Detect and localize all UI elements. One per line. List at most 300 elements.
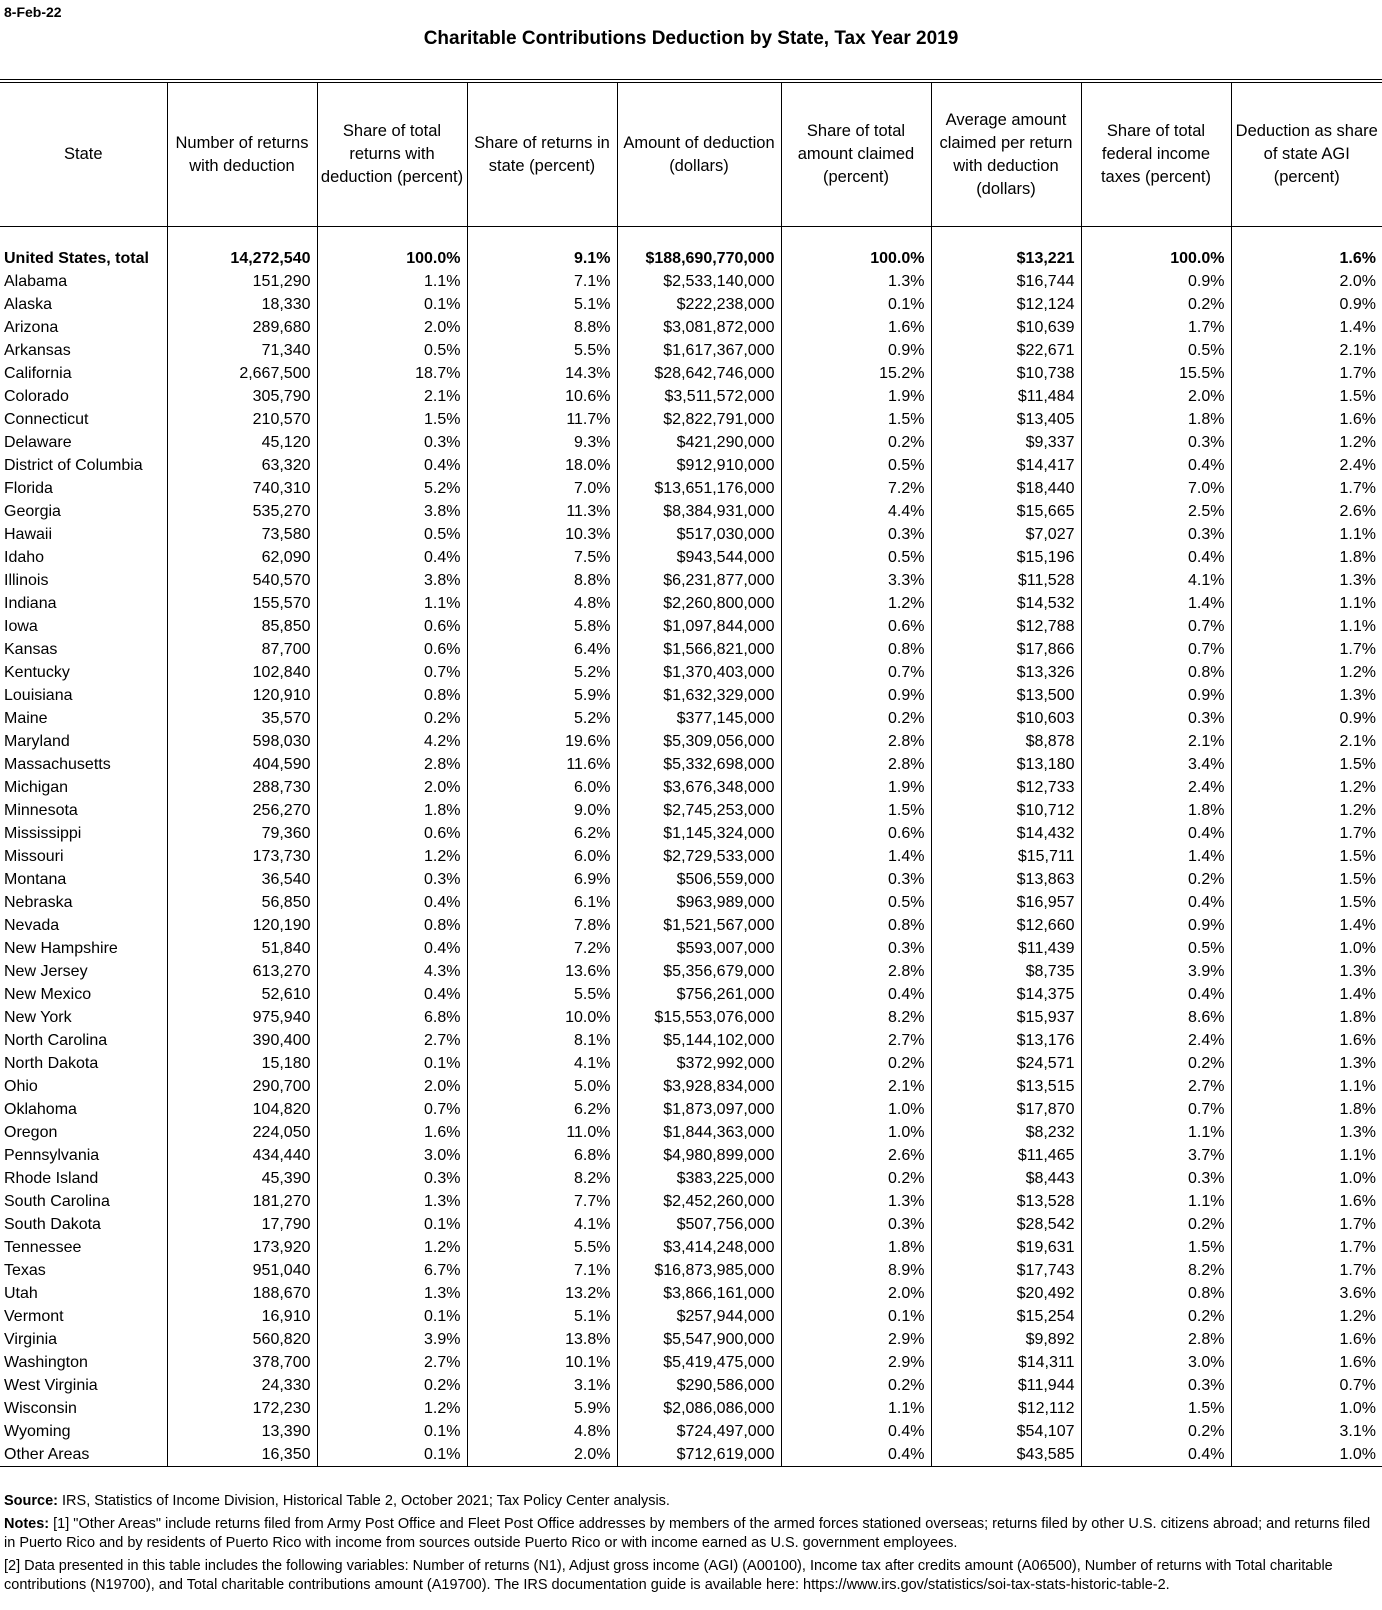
cell-share-agi: 1.2% — [1231, 661, 1382, 684]
table-row — [0, 822, 1382, 845]
cell-share-agi: 1.8% — [1231, 1006, 1382, 1029]
cell-share-taxes: 0.4% — [1081, 983, 1231, 1006]
cell-share-taxes: 0.4% — [1081, 891, 1231, 914]
table-row — [0, 592, 1382, 615]
cell-average: $43,585 — [931, 1443, 1081, 1467]
cell-share-returns: 0.5% — [317, 339, 467, 362]
table-row — [0, 615, 1382, 638]
cell-share-taxes: 0.8% — [1081, 1282, 1231, 1305]
cell-share-amount: 0.9% — [781, 684, 931, 707]
cell-amount: $3,866,161,000 — [617, 1282, 781, 1305]
cell-share-agi: 1.1% — [1231, 615, 1382, 638]
cell-share-amount: 2.9% — [781, 1328, 931, 1351]
cell-amount: $372,992,000 — [617, 1052, 781, 1075]
cell-share-amount: 0.3% — [781, 937, 931, 960]
cell-returns: 535,270 — [167, 500, 317, 523]
cell-share-agi: 1.1% — [1231, 523, 1382, 546]
cell-returns: 52,610 — [167, 983, 317, 1006]
cell-share-in-state: 8.1% — [467, 1029, 617, 1052]
cell-share-taxes: 0.2% — [1081, 1305, 1231, 1328]
cell-average: $11,528 — [931, 569, 1081, 592]
cell-share-returns: 4.3% — [317, 960, 467, 983]
cell-share-taxes: 2.0% — [1081, 385, 1231, 408]
table-row — [0, 845, 1382, 868]
cell-share-agi: 3.1% — [1231, 1420, 1382, 1443]
cell-returns: 975,940 — [167, 1006, 317, 1029]
table-row — [0, 960, 1382, 983]
cell-share-amount: 8.2% — [781, 1006, 931, 1029]
table-row — [0, 730, 1382, 753]
cell-state: Minnesota — [4, 801, 78, 819]
cell-share-in-state: 13.8% — [467, 1328, 617, 1351]
cell-share-in-state: 9.3% — [467, 431, 617, 454]
header-row — [0, 81, 1382, 227]
col-header-share-agi: Deduction as share of state AGI (percent) — [1231, 81, 1382, 227]
cell-amount: $5,547,900,000 — [617, 1328, 781, 1351]
cell-share-in-state: 6.1% — [467, 891, 617, 914]
cell-state: Missouri — [4, 847, 64, 865]
cell-returns: 14,272,540 — [167, 247, 317, 270]
table-row — [0, 270, 1382, 293]
cell-amount: $2,729,533,000 — [617, 845, 781, 868]
cell-share-amount: 1.6% — [781, 316, 931, 339]
table-row — [0, 1443, 1382, 1467]
table-row — [0, 362, 1382, 385]
table-row — [0, 753, 1382, 776]
cell-amount: $5,419,475,000 — [617, 1351, 781, 1374]
table-row — [0, 1075, 1382, 1098]
cell-average: $17,866 — [931, 638, 1081, 661]
col-header-share-amount: Share of total amount claimed (percent) — [781, 81, 931, 227]
cell-share-taxes: 0.4% — [1081, 546, 1231, 569]
cell-state: United States, total — [4, 249, 149, 267]
cell-average: $9,337 — [931, 431, 1081, 454]
footer-notes — [4, 1492, 1374, 1599]
cell-average: $11,439 — [931, 937, 1081, 960]
cell-share-returns: 1.1% — [317, 592, 467, 615]
cell-state: South Carolina — [4, 1192, 110, 1210]
cell-average: $13,221 — [931, 247, 1081, 270]
cell-amount: $943,544,000 — [617, 546, 781, 569]
cell-returns: 951,040 — [167, 1259, 317, 1282]
cell-state: West Virginia — [4, 1376, 98, 1394]
col-header-state: State — [0, 81, 167, 227]
cell-average: $7,027 — [931, 523, 1081, 546]
cell-returns: 540,570 — [167, 569, 317, 592]
table-row — [0, 1420, 1382, 1443]
table-row — [0, 408, 1382, 431]
cell-average: $15,254 — [931, 1305, 1081, 1328]
cell-average: $10,712 — [931, 799, 1081, 822]
cell-share-amount: 3.3% — [781, 569, 931, 592]
cell-share-agi: 1.4% — [1231, 983, 1382, 1006]
cell-returns: 256,270 — [167, 799, 317, 822]
cell-share-taxes: 100.0% — [1081, 247, 1231, 270]
cell-share-amount: 1.3% — [781, 270, 931, 293]
cell-share-amount: 4.4% — [781, 500, 931, 523]
cell-amount: $5,356,679,000 — [617, 960, 781, 983]
cell-share-agi: 1.6% — [1231, 1328, 1382, 1351]
cell-share-taxes: 0.2% — [1081, 1420, 1231, 1443]
cell-share-in-state: 6.4% — [467, 638, 617, 661]
cell-share-returns: 3.9% — [317, 1328, 467, 1351]
cell-state: Arizona — [4, 318, 59, 336]
cell-share-returns: 4.2% — [317, 730, 467, 753]
cell-state: Louisiana — [4, 686, 73, 704]
cell-average: $10,603 — [931, 707, 1081, 730]
cell-amount: $724,497,000 — [617, 1420, 781, 1443]
cell-share-in-state: 2.0% — [467, 1443, 617, 1467]
cell-amount: $712,619,000 — [617, 1443, 781, 1467]
cell-average: $10,738 — [931, 362, 1081, 385]
cell-share-returns: 2.7% — [317, 1351, 467, 1374]
cell-share-agi: 2.0% — [1231, 270, 1382, 293]
cell-average: $20,492 — [931, 1282, 1081, 1305]
cell-share-amount: 0.5% — [781, 891, 931, 914]
cell-share-returns: 0.2% — [317, 707, 467, 730]
cell-amount: $1,097,844,000 — [617, 615, 781, 638]
cell-share-returns: 100.0% — [317, 247, 467, 270]
cell-state: New Jersey — [4, 962, 88, 980]
cell-share-returns: 2.1% — [317, 385, 467, 408]
cell-amount: $377,145,000 — [617, 707, 781, 730]
cell-share-agi: 1.4% — [1231, 914, 1382, 937]
cell-share-in-state: 4.8% — [467, 592, 617, 615]
cell-share-returns: 2.0% — [317, 776, 467, 799]
cell-state: Maryland — [4, 732, 70, 750]
cell-share-taxes: 1.4% — [1081, 592, 1231, 615]
cell-share-taxes: 0.3% — [1081, 523, 1231, 546]
table-row — [0, 546, 1382, 569]
table-row — [0, 454, 1382, 477]
cell-share-amount: 0.1% — [781, 1305, 931, 1328]
cell-share-amount: 0.2% — [781, 1052, 931, 1075]
cell-share-in-state: 5.5% — [467, 339, 617, 362]
cell-average: $8,878 — [931, 730, 1081, 753]
cell-share-agi: 2.4% — [1231, 454, 1382, 477]
cell-share-amount: 0.2% — [781, 707, 931, 730]
cell-returns: 71,340 — [167, 339, 317, 362]
cell-amount: $506,559,000 — [617, 868, 781, 891]
cell-share-taxes: 1.8% — [1081, 408, 1231, 431]
col-header-share-taxes: Share of total federal income taxes (percent) — [1081, 81, 1231, 227]
cell-share-returns: 0.7% — [317, 1098, 467, 1121]
cell-share-in-state: 7.8% — [467, 914, 617, 937]
col-header-share-returns: Share of total returns with deduction (percent) — [317, 81, 467, 227]
cell-share-agi: 1.2% — [1231, 799, 1382, 822]
cell-returns: 155,570 — [167, 592, 317, 615]
cell-share-in-state: 8.8% — [467, 569, 617, 592]
cell-share-agi: 1.7% — [1231, 822, 1382, 845]
cell-share-agi: 1.1% — [1231, 592, 1382, 615]
cell-amount: $2,745,253,000 — [617, 799, 781, 822]
source-note — [4, 1492, 1374, 1511]
cell-average: $13,528 — [931, 1190, 1081, 1213]
cell-share-returns: 6.8% — [317, 1006, 467, 1029]
cell-share-in-state: 9.0% — [467, 799, 617, 822]
cell-share-taxes: 2.1% — [1081, 730, 1231, 753]
cell-share-taxes: 3.4% — [1081, 753, 1231, 776]
cell-state: New Hampshire — [4, 939, 118, 957]
cell-returns: 288,730 — [167, 776, 317, 799]
cell-share-amount: 0.3% — [781, 523, 931, 546]
cell-state: Oregon — [4, 1123, 58, 1141]
cell-average: $8,443 — [931, 1167, 1081, 1190]
table-row — [0, 500, 1382, 523]
cell-share-returns: 1.6% — [317, 1121, 467, 1144]
cell-share-returns: 0.3% — [317, 431, 467, 454]
cell-returns: 151,290 — [167, 270, 317, 293]
table-row — [0, 1374, 1382, 1397]
cell-returns: 45,390 — [167, 1167, 317, 1190]
cell-share-taxes: 2.7% — [1081, 1075, 1231, 1098]
cell-share-amount: 2.8% — [781, 960, 931, 983]
cell-amount: $1,370,403,000 — [617, 661, 781, 684]
cell-share-amount: 2.6% — [781, 1144, 931, 1167]
deduction-table — [0, 79, 1382, 1467]
note-2-text: [2] Data presented in this table includes the following variables: Number of returns (N1), Adjust gross income (AGI) (A00100), Income tax after credits amount (A06500), Number of returns with Total charitable contributions (N19700), and Total charitable contributions amount (A19700). The IRS documentation guide is available here: https://www.irs.gov/statistics/soi-tax-stats-historic-table-2. — [4, 1558, 1333, 1593]
cell-amount: $3,928,834,000 — [617, 1075, 781, 1098]
cell-amount: $421,290,000 — [617, 431, 781, 454]
cell-share-taxes: 8.6% — [1081, 1006, 1231, 1029]
table-row — [0, 891, 1382, 914]
cell-share-in-state: 19.6% — [467, 730, 617, 753]
cell-share-taxes: 2.8% — [1081, 1328, 1231, 1351]
cell-state: Florida — [4, 479, 53, 497]
cell-share-in-state: 10.1% — [467, 1351, 617, 1374]
cell-state: Wisconsin — [4, 1399, 77, 1417]
cell-share-taxes: 1.1% — [1081, 1121, 1231, 1144]
cell-share-returns: 1.8% — [317, 799, 467, 822]
cell-average: $12,112 — [931, 1397, 1081, 1420]
cell-share-agi: 1.5% — [1231, 845, 1382, 868]
cell-returns: 35,570 — [167, 707, 317, 730]
cell-returns: 2,667,500 — [167, 362, 317, 385]
cell-average: $19,631 — [931, 1236, 1081, 1259]
cell-share-agi: 1.6% — [1231, 408, 1382, 431]
cell-state: Pennsylvania — [4, 1146, 100, 1164]
cell-share-agi: 1.5% — [1231, 385, 1382, 408]
cell-share-taxes: 1.5% — [1081, 1236, 1231, 1259]
cell-amount: $1,145,324,000 — [617, 822, 781, 845]
cell-share-in-state: 5.0% — [467, 1075, 617, 1098]
cell-share-taxes: 1.7% — [1081, 316, 1231, 339]
cell-share-amount: 15.2% — [781, 362, 931, 385]
cell-share-amount: 100.0% — [781, 247, 931, 270]
cell-share-taxes: 2.4% — [1081, 1029, 1231, 1052]
cell-state: Nebraska — [4, 893, 73, 911]
cell-returns: 79,360 — [167, 822, 317, 845]
cell-returns: 290,700 — [167, 1075, 317, 1098]
cell-amount: $2,533,140,000 — [617, 270, 781, 293]
cell-share-agi: 0.7% — [1231, 1374, 1382, 1397]
cell-share-taxes: 0.2% — [1081, 868, 1231, 891]
cell-share-amount: 0.2% — [781, 1374, 931, 1397]
table-row — [0, 937, 1382, 960]
cell-share-amount: 2.8% — [781, 730, 931, 753]
cell-share-in-state: 13.6% — [467, 960, 617, 983]
cell-average: $28,542 — [931, 1213, 1081, 1236]
cell-amount: $1,844,363,000 — [617, 1121, 781, 1144]
cell-share-amount: 0.2% — [781, 1167, 931, 1190]
table-row — [0, 638, 1382, 661]
cell-share-returns: 5.2% — [317, 477, 467, 500]
table-container — [0, 79, 1382, 1467]
cell-state: Oklahoma — [4, 1100, 77, 1118]
cell-share-amount: 0.5% — [781, 546, 931, 569]
cell-share-amount: 0.4% — [781, 983, 931, 1006]
cell-amount: $1,873,097,000 — [617, 1098, 781, 1121]
cell-share-in-state: 13.2% — [467, 1282, 617, 1305]
cell-share-amount: 7.2% — [781, 477, 931, 500]
cell-state: Montana — [4, 870, 67, 888]
cell-amount: $5,144,102,000 — [617, 1029, 781, 1052]
table-row — [0, 1259, 1382, 1282]
cell-share-in-state: 11.3% — [467, 500, 617, 523]
cell-share-in-state: 3.1% — [467, 1374, 617, 1397]
table-row — [0, 523, 1382, 546]
table-row — [0, 1328, 1382, 1351]
cell-average: $15,937 — [931, 1006, 1081, 1029]
cell-amount: $2,452,260,000 — [617, 1190, 781, 1213]
cell-returns: 210,570 — [167, 408, 317, 431]
table-row — [0, 1167, 1382, 1190]
table-row — [0, 1052, 1382, 1075]
cell-share-taxes: 7.0% — [1081, 477, 1231, 500]
cell-share-taxes: 15.5% — [1081, 362, 1231, 385]
cell-share-in-state: 5.2% — [467, 707, 617, 730]
cell-share-agi: 1.3% — [1231, 569, 1382, 592]
cell-amount: $1,632,329,000 — [617, 684, 781, 707]
cell-share-taxes: 0.4% — [1081, 822, 1231, 845]
table-row — [0, 385, 1382, 408]
cell-average: $13,326 — [931, 661, 1081, 684]
cell-share-in-state: 5.5% — [467, 1236, 617, 1259]
table-row — [0, 569, 1382, 592]
cell-state: Iowa — [4, 617, 38, 635]
cell-share-amount: 1.1% — [781, 1397, 931, 1420]
cell-share-returns: 2.0% — [317, 1075, 467, 1098]
note-1 — [4, 1515, 1374, 1553]
cell-share-amount: 0.8% — [781, 638, 931, 661]
cell-state: North Dakota — [4, 1054, 99, 1072]
cell-share-amount: 2.9% — [781, 1351, 931, 1374]
cell-share-taxes: 1.4% — [1081, 845, 1231, 868]
cell-average: $13,500 — [931, 684, 1081, 707]
cell-amount: $290,586,000 — [617, 1374, 781, 1397]
cell-amount: $3,081,872,000 — [617, 316, 781, 339]
cell-returns: 16,350 — [167, 1443, 317, 1467]
cell-share-taxes: 0.4% — [1081, 454, 1231, 477]
cell-share-amount: 0.5% — [781, 454, 931, 477]
cell-share-amount: 0.6% — [781, 822, 931, 845]
cell-returns: 740,310 — [167, 477, 317, 500]
cell-average: $13,863 — [931, 868, 1081, 891]
cell-amount: $3,676,348,000 — [617, 776, 781, 799]
cell-share-in-state: 7.2% — [467, 937, 617, 960]
cell-average: $8,232 — [931, 1121, 1081, 1144]
cell-share-amount: 2.0% — [781, 1282, 931, 1305]
notes-label: Notes: — [4, 1516, 50, 1532]
cell-share-taxes: 1.1% — [1081, 1190, 1231, 1213]
cell-state: Alabama — [4, 272, 68, 290]
cell-state: Utah — [4, 1284, 38, 1302]
cell-share-agi: 1.7% — [1231, 362, 1382, 385]
cell-returns: 434,440 — [167, 1144, 317, 1167]
cell-returns: 224,050 — [167, 1121, 317, 1144]
cell-share-in-state: 5.2% — [467, 661, 617, 684]
cell-share-returns: 0.8% — [317, 914, 467, 937]
page-title: Charitable Contributions Deduction by State, Tax Year 2019 — [423, 28, 959, 49]
table-row — [0, 1282, 1382, 1305]
cell-share-amount: 2.1% — [781, 1075, 931, 1098]
cell-amount: $222,238,000 — [617, 293, 781, 316]
cell-share-amount: 1.5% — [781, 799, 931, 822]
cell-share-returns: 0.7% — [317, 661, 467, 684]
cell-share-taxes: 0.2% — [1081, 293, 1231, 316]
cell-share-amount: 0.2% — [781, 431, 931, 454]
cell-returns: 85,850 — [167, 615, 317, 638]
cell-returns: 390,400 — [167, 1029, 317, 1052]
table-row — [0, 914, 1382, 937]
cell-share-returns: 0.2% — [317, 1374, 467, 1397]
cell-state: Texas — [4, 1261, 46, 1279]
cell-returns: 56,850 — [167, 891, 317, 914]
cell-returns: 560,820 — [167, 1328, 317, 1351]
table-row — [0, 799, 1382, 822]
cell-returns: 51,840 — [167, 937, 317, 960]
cell-average: $13,405 — [931, 408, 1081, 431]
cell-share-in-state: 7.5% — [467, 546, 617, 569]
cell-share-agi: 0.9% — [1231, 707, 1382, 730]
cell-amount: $593,007,000 — [617, 937, 781, 960]
cell-state: Connecticut — [4, 410, 89, 428]
cell-state: South Dakota — [4, 1215, 101, 1233]
cell-share-returns: 0.1% — [317, 1052, 467, 1075]
cell-share-returns: 0.1% — [317, 1420, 467, 1443]
col-header-amount: Amount of deduction (dollars) — [617, 81, 781, 227]
cell-returns: 404,590 — [167, 753, 317, 776]
cell-state: Kansas — [4, 640, 58, 658]
cell-amount: $507,756,000 — [617, 1213, 781, 1236]
table-row — [0, 316, 1382, 339]
cell-state: Wyoming — [4, 1422, 71, 1440]
cell-share-taxes: 0.5% — [1081, 339, 1231, 362]
cell-amount: $16,873,985,000 — [617, 1259, 781, 1282]
cell-share-returns: 1.2% — [317, 1397, 467, 1420]
cell-share-returns: 1.2% — [317, 1236, 467, 1259]
cell-state: Michigan — [4, 778, 69, 796]
cell-share-agi: 2.1% — [1231, 730, 1382, 753]
cell-returns: 613,270 — [167, 960, 317, 983]
cell-share-taxes: 0.7% — [1081, 1098, 1231, 1121]
cell-share-agi: 1.6% — [1231, 247, 1382, 270]
cell-share-in-state: 6.0% — [467, 845, 617, 868]
cell-state: Massachusetts — [4, 755, 111, 773]
cell-share-amount: 0.3% — [781, 1213, 931, 1236]
cell-share-returns: 1.3% — [317, 1190, 467, 1213]
cell-share-returns: 1.5% — [317, 408, 467, 431]
cell-returns: 172,230 — [167, 1397, 317, 1420]
note-2 — [4, 1557, 1374, 1595]
cell-share-agi: 3.6% — [1231, 1282, 1382, 1305]
cell-returns: 18,330 — [167, 293, 317, 316]
cell-returns: 16,910 — [167, 1305, 317, 1328]
cell-amount: $257,944,000 — [617, 1305, 781, 1328]
cell-share-agi: 1.3% — [1231, 684, 1382, 707]
cell-state: Mississippi — [4, 824, 82, 842]
cell-returns: 120,190 — [167, 914, 317, 937]
